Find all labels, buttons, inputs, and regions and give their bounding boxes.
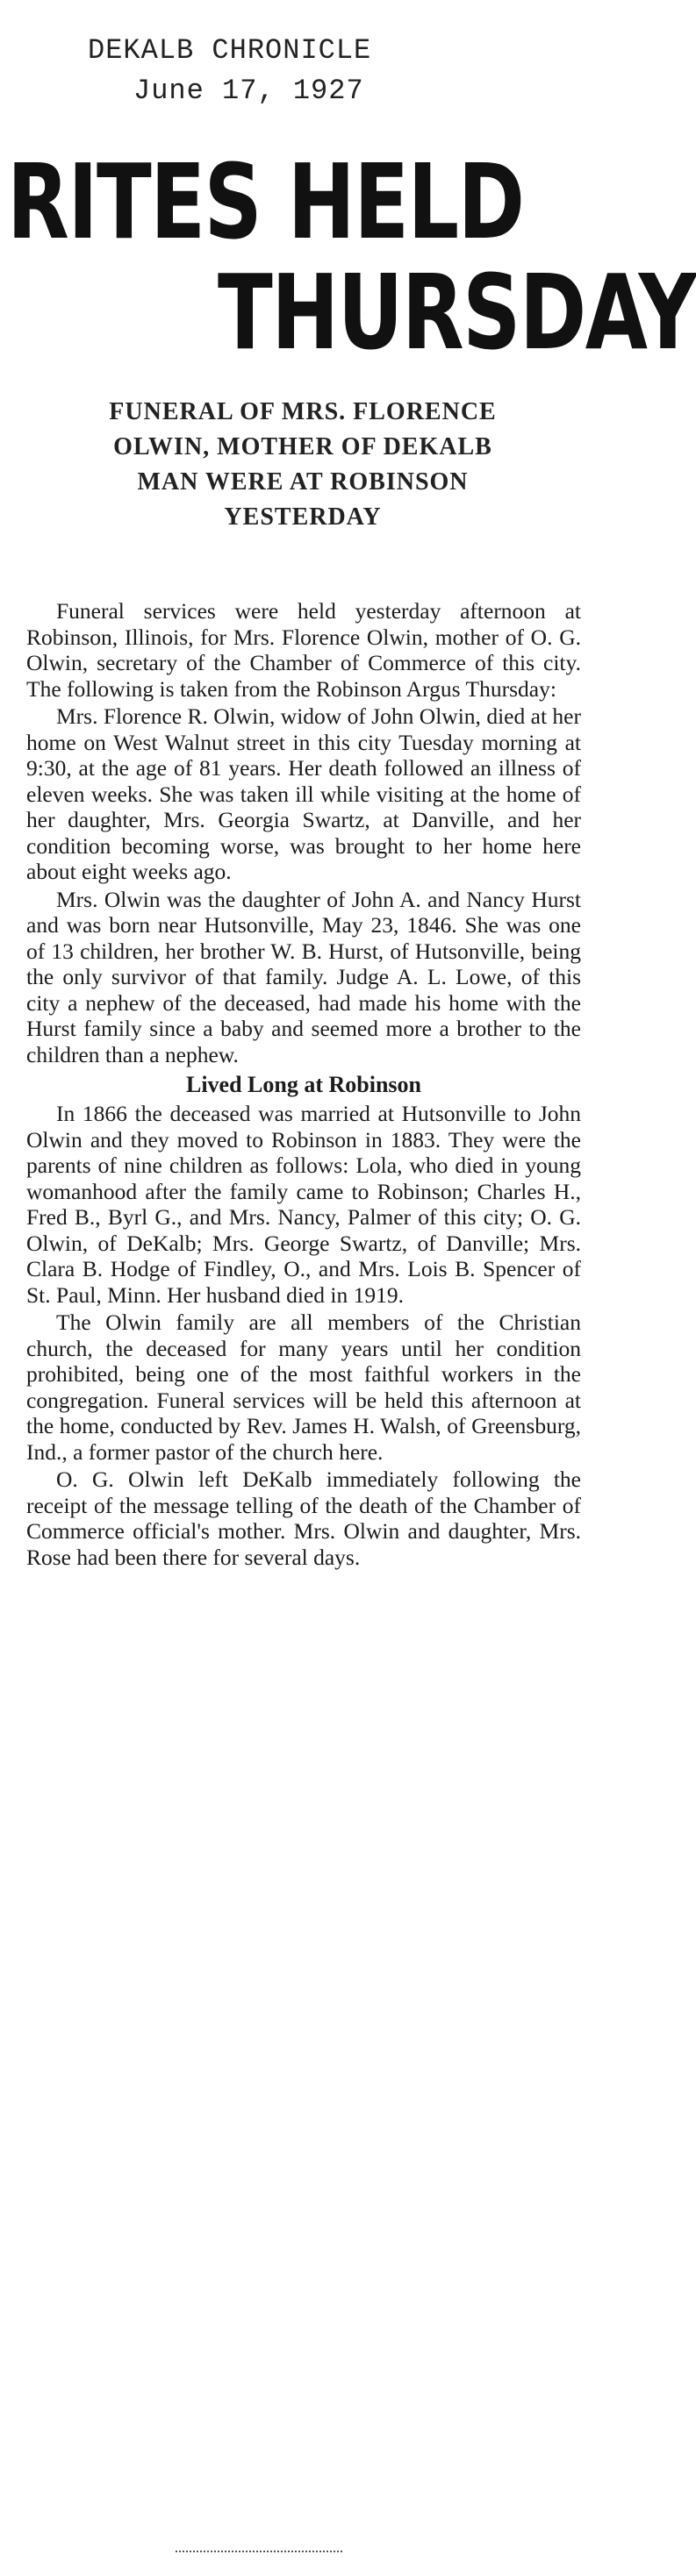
- article-paragraph: Mrs. Olwin was the daughter of John A. and Nancy Hurst and was born near Hutsonville, May 23, 1846. She was one of 13 children, her brother W. B. Hurst, of Hutsonville, being the only survivor of that family. Judge A. L. Lowe, of this city a nephew of the deceased, had made his home with the Hurst family since a baby and seemed more a brother to the children than a nephew.: [26, 886, 581, 1067]
- subheadline-line: YESTERDAY: [224, 503, 382, 531]
- article-body: [26, 598, 581, 1572]
- subheadline-line: FUNERAL OF MRS. FLORENCE: [109, 398, 497, 425]
- article-paragraph: O. G. Olwin left DeKalb immediately following the receipt of the message telling of the death of the Chamber of Commerce official's mother. Mrs. Olwin and daughter, Mrs. Rose had been there for several days.: [26, 1466, 581, 1570]
- article-paragraph: The Olwin family are all members of the Christian church, the deceased for many years until her condition prohibited, being one of the most faithful workers in the congregation. Funeral services will be held this afternoon at the home, conducted by Rev. James H. Walsh, of Greensburg, Ind., a former pastor of the church here.: [26, 1309, 581, 1465]
- article-paragraph: Funeral services were held yesterday afternoon at Robinson, Illinois, for Mrs. Florence Olwin, mother of O. G. Olwin, secretary of the Chamber of Commerce of this city. The following is taken from the Robinson Argus Thursday:: [26, 598, 581, 702]
- subheadline-line: OLWIN, MOTHER OF DEKALB: [113, 433, 492, 460]
- publication-date: June 17, 1927: [133, 75, 364, 107]
- publication-name: DEKALB CHRONICLE: [88, 34, 372, 67]
- section-heading: Lived Long at Robinson: [185, 1072, 422, 1097]
- headline-line-1: RITES HELD: [7, 141, 524, 262]
- end-rule: [176, 2551, 342, 2552]
- article-paragraph: In 1866 the deceased was married at Hutsonville to John Olwin and they moved to Robinson in 1883. They were the parents of nine children as follows: Lola, who died in young womanhood after the family came to Robinson; Charles H., Fred B., Byrl G., and Mrs. Nancy, Palmer of this city; O. G. Olwin, of DeKalb; Mrs. George Swartz, of Danville; Mrs. Clara B. Hodge of Findley, O., and Mrs. Lois B. Spencer of St. Paul, Minn. Her husband died in 1919.: [26, 1101, 581, 1308]
- headline-line-2: THURSDAY: [218, 252, 696, 373]
- subheadline-line: MAN WERE AT ROBINSON: [137, 468, 469, 496]
- subheadline: [26, 395, 579, 535]
- article-paragraph: Mrs. Florence R. Olwin, widow of John Olwin, died at her home on West Walnut street in this city Tuesday morning at 9:30, at the age of 81 years. Her death followed an illness of eleven weeks. She was taken ill while visiting at the home of her daughter, Mrs. Georgia Swartz, at Danville, and her condition becoming worse, was brought to her home here about eight weeks ago.: [26, 703, 581, 884]
